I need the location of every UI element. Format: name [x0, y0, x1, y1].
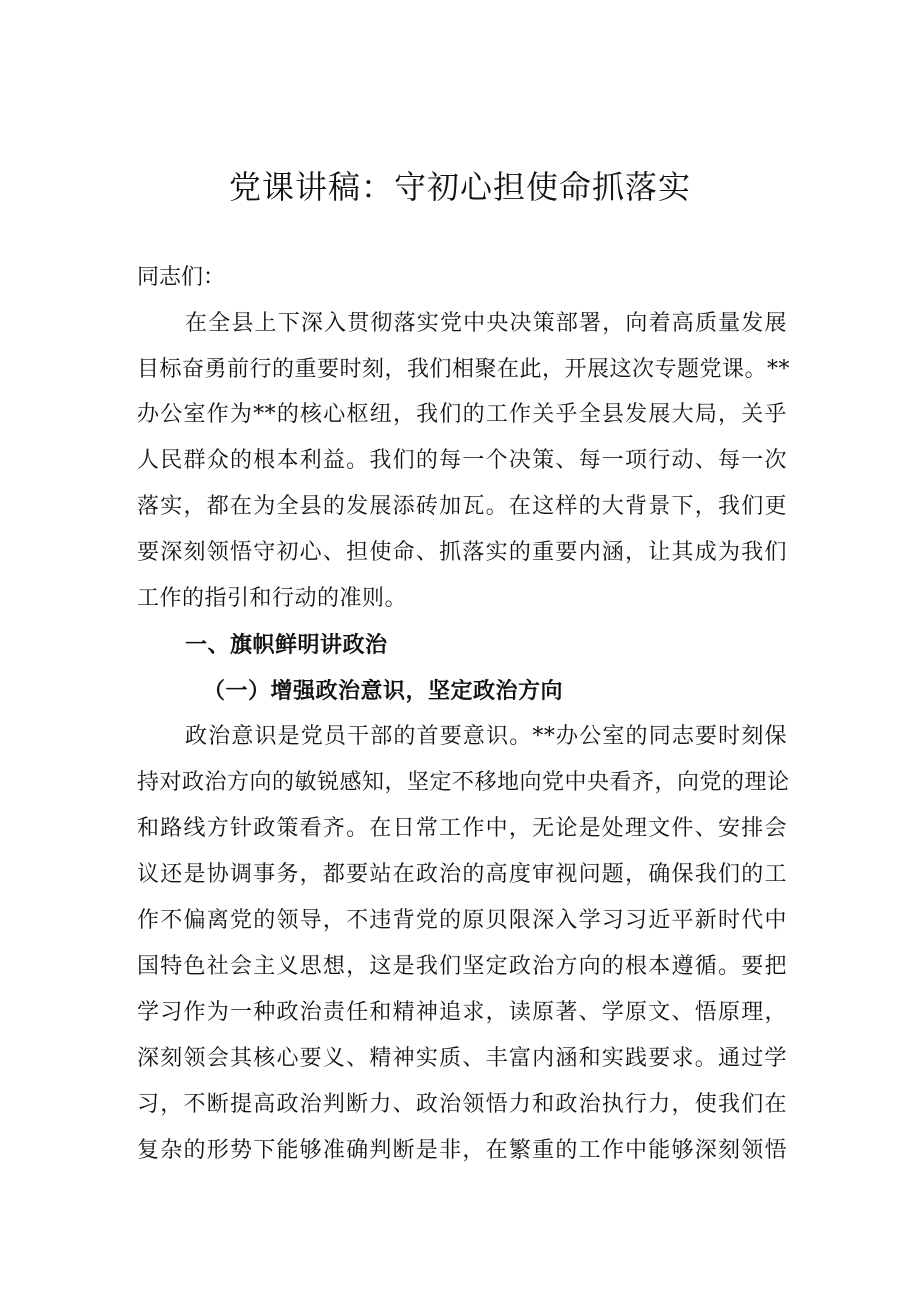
intro-line: 在全县上下深入贯彻落实党中央决策部署，向着高质量发展 — [185, 311, 787, 336]
body-line: 学习作为一种政治责任和精神追求，读原著、学原文、悟原理， — [137, 1000, 787, 1025]
intro-line: 目标奋勇前行的重要时刻，我们相聚在此，开展这次专题党课。** — [137, 357, 791, 382]
body-line: 国特色社会主义思想，这是我们坚定政治方向的根本遵循。要把 — [137, 954, 787, 979]
body-line: 深刻领会其核心要义、精神实质、丰富内涵和实践要求。通过学 — [137, 1046, 787, 1071]
body-line: 持对政治方向的敏锐感知，坚定不移地向党中央看齐，向党的理论 — [137, 770, 790, 795]
body-line: 作不偏离党的领导，不违背党的原贝限深入学习习近平新时代中 — [137, 908, 787, 933]
subsection-heading: （一）增强政治意识，坚定政治方向 — [203, 678, 564, 704]
intro-line: 办公室作为**的核心枢纽，我们的工作关乎全县发展大局，关乎 — [137, 402, 787, 427]
body-line: 政治意识是党员干部的首要意识。**办公室的同志要时刻保 — [185, 724, 787, 749]
intro-line: 落实，都在为全县的发展添砖加瓦。在这样的大背景下，我们更 — [137, 494, 787, 519]
section-heading: 一、旗帜鲜明讲政治 — [185, 632, 388, 658]
intro-line: 工作的指引和行动的准则。 — [137, 586, 408, 611]
body-line: 和路线方针政策看齐。在日常工作中，无论是处理文件、安排会 — [137, 816, 787, 841]
body-line: 议还是协调事务，都要站在政治的高度审视问题，确保我们的工 — [137, 862, 787, 887]
intro-line: 要深刻领悟守初心、担使命、抓落实的重要内涵，让其成为我们 — [137, 540, 787, 565]
document-title: 党课讲稿：守初心担使命抓落实 — [228, 168, 691, 206]
intro-line: 人民群众的根本利益。我们的每一个决策、每一项行动、每一次 — [137, 448, 787, 473]
body-line: 复杂的形势下能够准确判断是非，在繁重的工作中能够深刻领悟 — [137, 1138, 787, 1163]
body-line: 习，不断提高政治判断力、政治领悟力和政治执行力，使我们在 — [137, 1092, 787, 1117]
salutation: 同志们： — [137, 265, 226, 290]
